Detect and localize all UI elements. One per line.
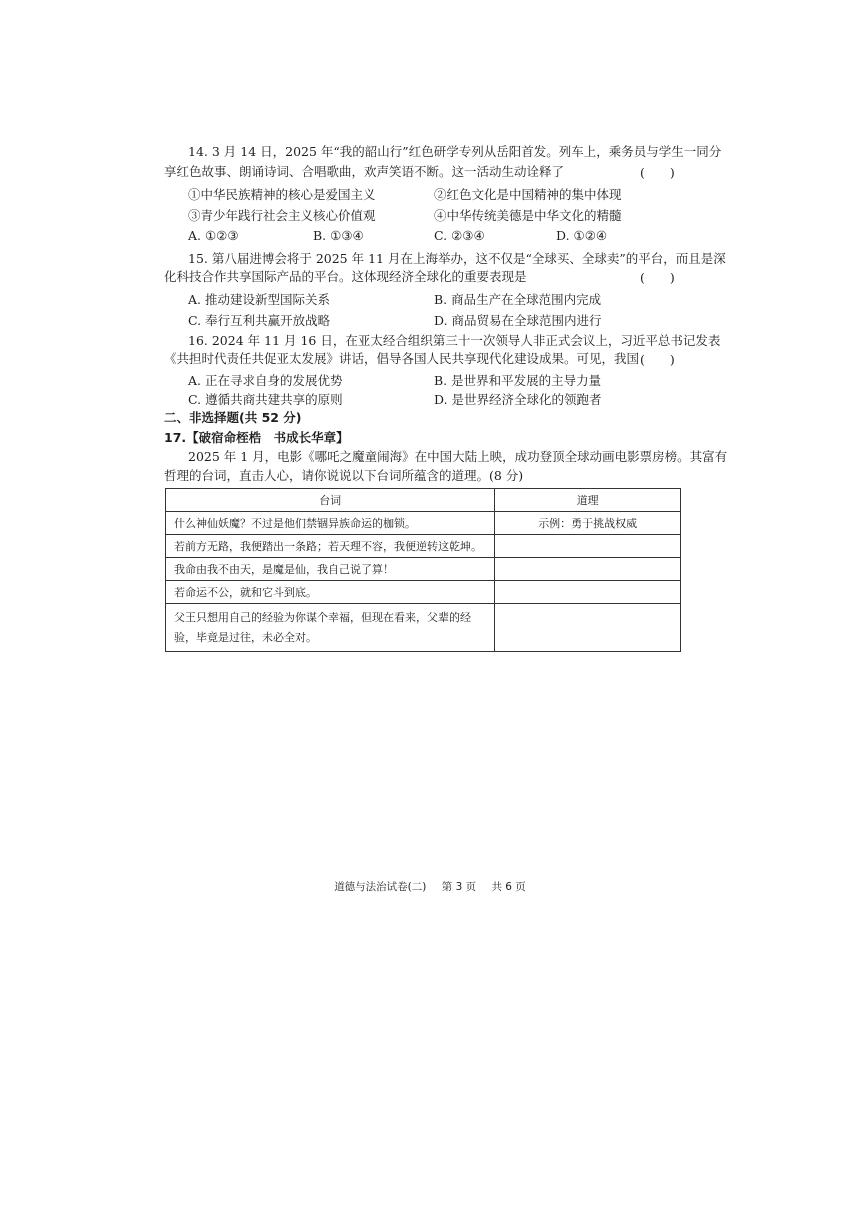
q15-stem-line2: 化科技合作共享国际产品的平台。这体现经济全球化的重要表现是 xyxy=(164,269,527,284)
section-heading: 二、非选择题(共 52 分) xyxy=(164,410,302,425)
table-row xyxy=(166,581,681,604)
reason-cell-blank[interactable] xyxy=(495,535,681,558)
footer-total-pages: 共 6 页 xyxy=(491,881,526,893)
q16-option-a: A. 正在寻求自身的发展优势 xyxy=(188,373,343,388)
q16-option-b: B. 是世界和平发展的主导力量 xyxy=(434,373,602,388)
page-footer xyxy=(0,879,860,894)
reason-cell-blank[interactable] xyxy=(495,604,681,652)
q16-stem-line2: 《共担时代责任共促亚太发展》讲话，倡导各国人民共享现代化建设成果。可见，我国 xyxy=(164,351,640,366)
q15-option-d: D. 商品贸易在全球范围内进行 xyxy=(434,313,602,328)
q14-option-a: A. ①②③ xyxy=(188,228,239,243)
q15-option-b: B. 商品生产在全球范围内完成 xyxy=(434,292,602,307)
q14-statement-1: ①中华民族精神的核心是爱国主义 xyxy=(188,187,376,202)
table-header-row xyxy=(166,489,681,512)
reason-cell-blank[interactable] xyxy=(495,558,681,581)
quote-cell: 我命由我不由天，是魔是仙，我自己说了算！ xyxy=(166,558,495,581)
q16-option-d: D. 是世界经济全球化的领跑者 xyxy=(434,392,602,407)
quote-table xyxy=(165,488,681,652)
quote-cell: 什么神仙妖魔？不过是他们禁锢异族命运的枷锁。 xyxy=(166,512,495,535)
quote-cell: 父王只想用自己的经验为你谋个幸福，但现在看来，父辈的经验，毕竟是过往，未必全对。 xyxy=(166,604,495,652)
reason-cell-blank[interactable] xyxy=(495,581,681,604)
q14-stem-line2: 享红色故事、朗诵诗词、合唱歌曲，欢声笑语不断。这一活动生动诠释了 xyxy=(164,164,565,179)
table-row xyxy=(166,558,681,581)
q14-answer-paren: ( ) xyxy=(640,165,675,180)
q14-stem-line1: 14. 3 月 14 日，2025 年“我的韶山行”红色研学专列从岳阳首发。列车上，乘务员与学生一同分 xyxy=(188,144,722,159)
q15-option-a: A. 推动建设新型国际关系 xyxy=(188,292,330,307)
q16-stem-line1: 16. 2024 年 11 月 16 日，在亚太经合组织第三十一次领导人非正式会议上，习近平总书记发表 xyxy=(188,333,721,348)
footer-title: 道德与法治试卷(二) xyxy=(334,881,427,893)
reason-cell: 示例：勇于挑战权威 xyxy=(495,512,681,535)
table-row xyxy=(166,512,681,535)
q15-option-c: C. 奉行互利共赢开放战略 xyxy=(188,313,331,328)
q14-statement-4: ④中华传统美德是中华文化的精髓 xyxy=(434,208,622,223)
table-row xyxy=(166,604,681,652)
q14-statement-3: ③青少年践行社会主义核心价值观 xyxy=(188,208,376,223)
q16-option-c: C. 遵循共商共建共享的原则 xyxy=(188,392,343,407)
q14-statement-2: ②红色文化是中国精神的集中体现 xyxy=(434,187,622,202)
q17-title: 17.【破宿命桎梏 书成长华章】 xyxy=(164,430,349,445)
q17-stem-line1: 2025 年 1 月，电影《哪吒之魔童闹海》在中国大陆上映，成功登顶全球动画电影票房榜。其富有 xyxy=(188,449,728,464)
q14-option-d: D. ①②④ xyxy=(556,228,608,243)
table-row xyxy=(166,535,681,558)
header-quote: 台词 xyxy=(166,489,495,512)
q14-option-b: B. ①③④ xyxy=(313,228,364,243)
q15-answer-paren: ( ) xyxy=(640,270,675,285)
footer-page-number: 第 3 页 xyxy=(441,881,477,893)
quote-cell: 若前方无路，我便踏出一条路；若天理不容，我便逆转这乾坤。 xyxy=(166,535,495,558)
quote-cell: 若命运不公，就和它斗到底。 xyxy=(166,581,495,604)
q14-option-c: C. ②③④ xyxy=(434,228,485,243)
q15-stem-line1: 15. 第八届进博会将于 2025 年 11 月在上海举办，这不仅是“全球买、全球卖”的平台，而且是深 xyxy=(188,251,726,266)
header-reason: 道理 xyxy=(495,489,681,512)
q17-stem-line2: 哲理的台词，直击人心，请你说说以下台词所蕴含的道理。(8 分) xyxy=(164,468,524,483)
q16-answer-paren: ( ) xyxy=(640,352,675,367)
